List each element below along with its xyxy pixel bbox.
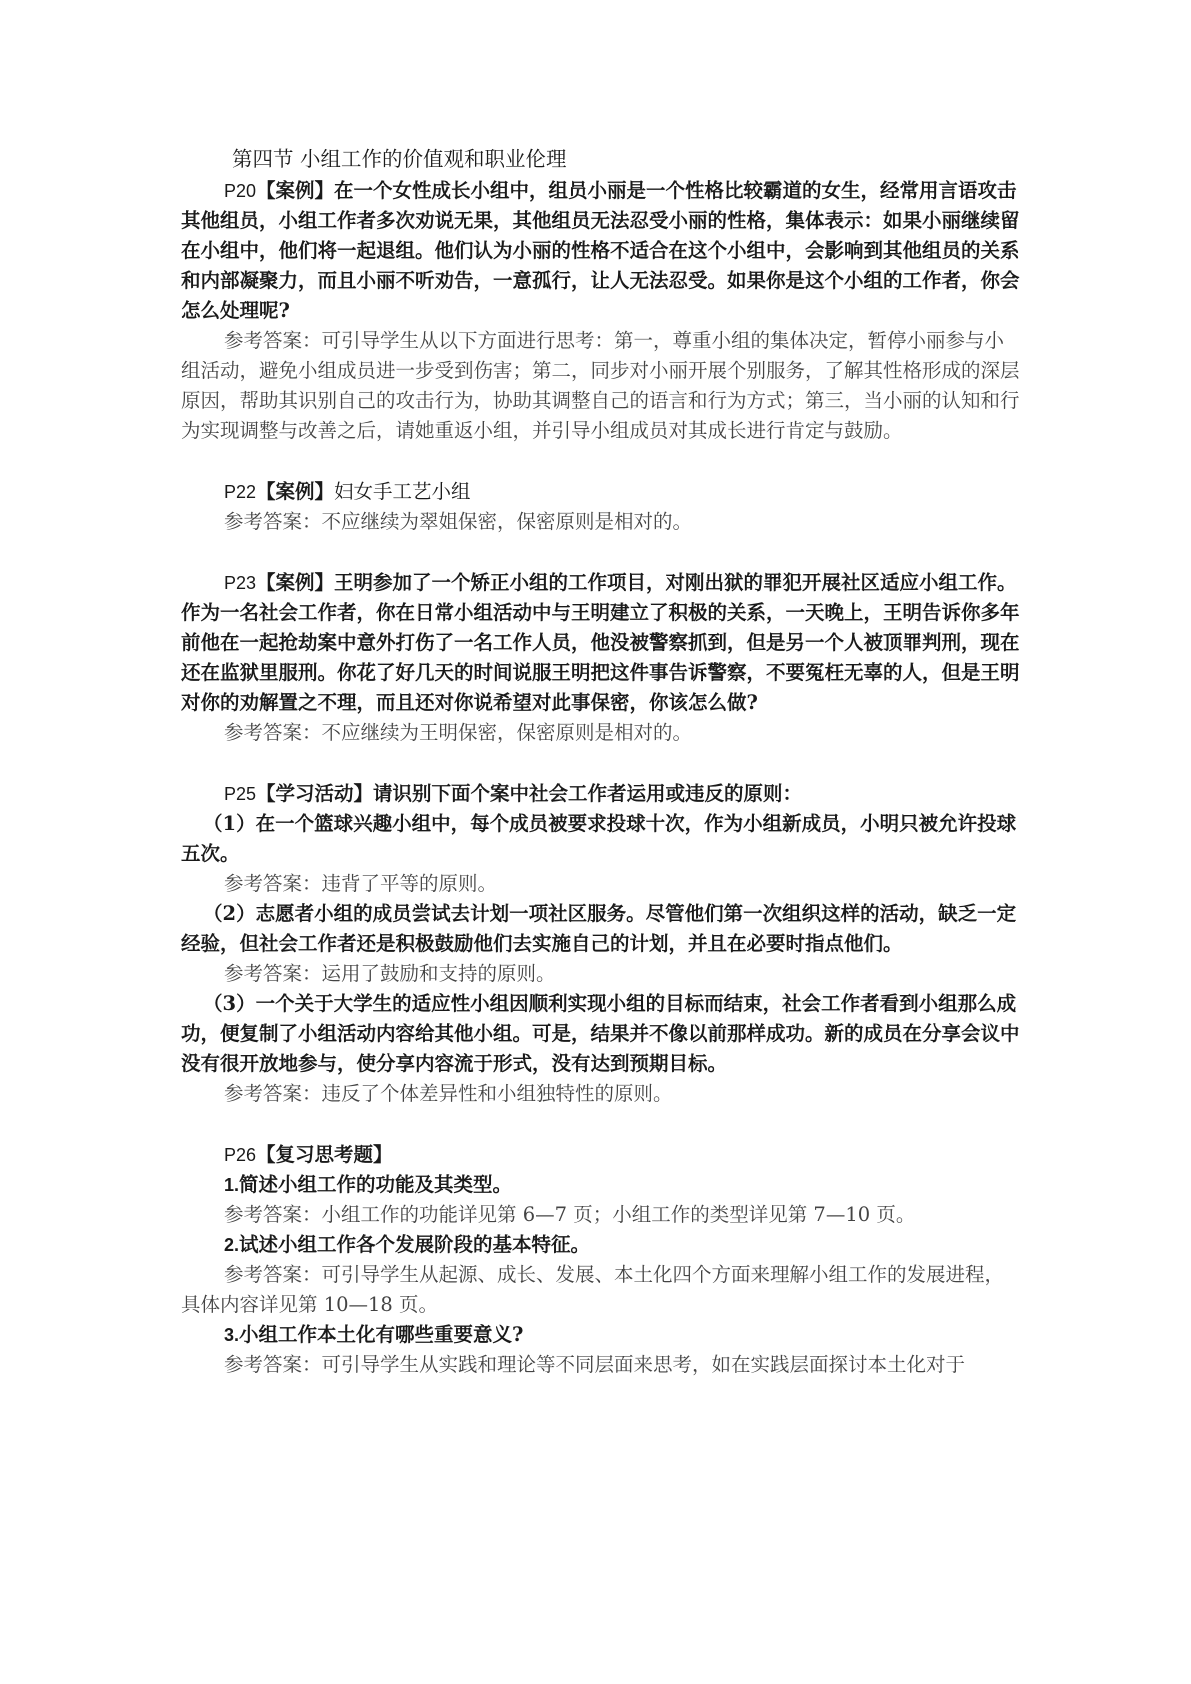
item-number: （2） bbox=[203, 902, 256, 925]
page-ref: P22 bbox=[224, 482, 257, 502]
case-tag: 【案例】 bbox=[256, 480, 335, 503]
activity-item bbox=[181, 899, 1022, 959]
p22-answer: 参考答案：不应继续为翠姐保密，保密原则是相对的。 bbox=[224, 510, 693, 533]
activity-tag: 【学习活动】 bbox=[256, 782, 374, 805]
question-number: 2. bbox=[224, 1235, 240, 1255]
review-answer: 参考答案：可引导学生从起源、成长、发展、本土化四个方面来理解小组工作的发展进程，具体内容详见第 10—18 页。 bbox=[181, 1263, 1005, 1316]
p23-answer: 参考答案：不应继续为王明保密，保密原则是相对的。 bbox=[224, 721, 693, 744]
p22-case bbox=[181, 477, 1022, 507]
activity-item bbox=[181, 989, 1022, 1079]
section-title: 第四节 小组工作的价值观和职业伦理 bbox=[232, 147, 567, 171]
review-answer: 参考答案：小组工作的功能详见第 6—7 页；小组工作的类型详见第 7—10 页。 bbox=[224, 1203, 916, 1226]
page-ref: P26 bbox=[224, 1145, 257, 1165]
item-text: 一个关于大学生的适应性小组因顺利实现小组的目标而结束，社会工作者看到小组那么成功，便复制了小组活动内容给其他小组。可是，结果并不像以前那样成功。新的成员在分享会议中没有很开放地参与，使分享内容流于形式，没有达到预期目标。 bbox=[181, 992, 1020, 1075]
activity-item-answer: 参考答案：违反了个体差异性和小组独特性的原则。 bbox=[224, 1082, 673, 1105]
review-question bbox=[181, 1230, 1022, 1260]
p23-case bbox=[181, 568, 1022, 718]
p25-activity bbox=[181, 779, 1022, 809]
review-question bbox=[181, 1320, 1022, 1350]
review-tag: 【复习思考题】 bbox=[256, 1143, 393, 1166]
case-title: 妇女手工艺小组 bbox=[334, 480, 471, 503]
item-number: （3） bbox=[203, 992, 256, 1015]
case-question: 在一个女性成长小组中，组员小丽是一个性格比较霸道的女生，经常用言语攻击其他组员，小组工作者多次劝说无果，其他组员无法忍受小丽的性格，集体表示：如果小丽继续留在小组中，他们将一起退组。他们认为小丽的性格不适合在这个小组中，会影响到其他组员的关系和内部凝聚力，而且小丽不听劝告，一意孤行，让人无法忍受。如果你是这个小组的工作者，你会怎么处理呢? bbox=[181, 179, 1020, 322]
review-answer: 参考答案：可引导学生从实践和理论等不同层面来思考，如在实践层面探讨本土化对于 bbox=[224, 1353, 966, 1376]
case-tag: 【案例】 bbox=[256, 571, 335, 594]
activity-item-answer: 参考答案：运用了鼓励和支持的原则。 bbox=[224, 962, 556, 985]
case-tag: 【案例】 bbox=[256, 179, 335, 202]
question-text: 简述小组工作的功能及其类型。 bbox=[239, 1173, 513, 1196]
case-question: 王明参加了一个矫正小组的工作项目，对刚出狱的罪犯开展社区适应小组工作。作为一名社会工作者，你在日常小组活动中与王明建立了积极的关系，一天晚上，王明告诉你多年前他在一起抢劫案中意外打伤了一名工作人员，他没被警察抓到，但是另一个人被顶罪判刑，现在还在监狱里服刑。你花了好几天的时间说服王明把这件事告诉警察，不要冤枉无辜的人，但是王明对你的劝解置之不理，而且还对你说希望对此事保密，你该怎么做? bbox=[181, 571, 1020, 714]
activity-intro: 请识别下面个案中社会工作者运用或违反的原则： bbox=[373, 782, 803, 805]
p20-case bbox=[181, 176, 1022, 326]
p20-answer: 参考答案：可引导学生从以下方面进行思考：第一，尊重小组的集体决定，暂停小丽参与小组活动，避免小组成员进一步受到伤害；第二，同步对小丽开展个别服务，了解其性格形成的深层原因，帮助其识别自己的攻击行为，协助其调整自己的语言和行为方式；第三，当小丽的认知和行为实现调整与改善之后，请她重返小组，并引导小组成员对其成长进行肯定与鼓励。 bbox=[181, 329, 1020, 442]
page-ref: P23 bbox=[224, 573, 257, 593]
question-number: 1. bbox=[224, 1175, 240, 1195]
document-body bbox=[181, 143, 1022, 1380]
page-ref: P20 bbox=[224, 181, 257, 201]
question-text: 试述小组工作各个发展阶段的基本特征。 bbox=[239, 1233, 591, 1256]
item-number: （1） bbox=[203, 812, 256, 835]
question-text: 小组工作本土化有哪些重要意义? bbox=[239, 1323, 524, 1346]
review-question bbox=[181, 1170, 1022, 1200]
item-text: 志愿者小组的成员尝试去计划一项社区服务。尽管他们第一次组织这样的活动，缺乏一定经验，但社会工作者还是积极鼓励他们去实施自己的计划，并且在必要时指点他们。 bbox=[181, 902, 1017, 955]
page-ref: P25 bbox=[224, 784, 257, 804]
item-text: 在一个篮球兴趣小组中，每个成员被要求投球十次，作为小组新成员，小明只被允许投球五次。 bbox=[181, 812, 1017, 865]
question-number: 3. bbox=[224, 1325, 240, 1345]
activity-item bbox=[181, 809, 1022, 869]
activity-item-answer: 参考答案：违背了平等的原则。 bbox=[224, 872, 498, 895]
p26-review bbox=[181, 1140, 1022, 1170]
